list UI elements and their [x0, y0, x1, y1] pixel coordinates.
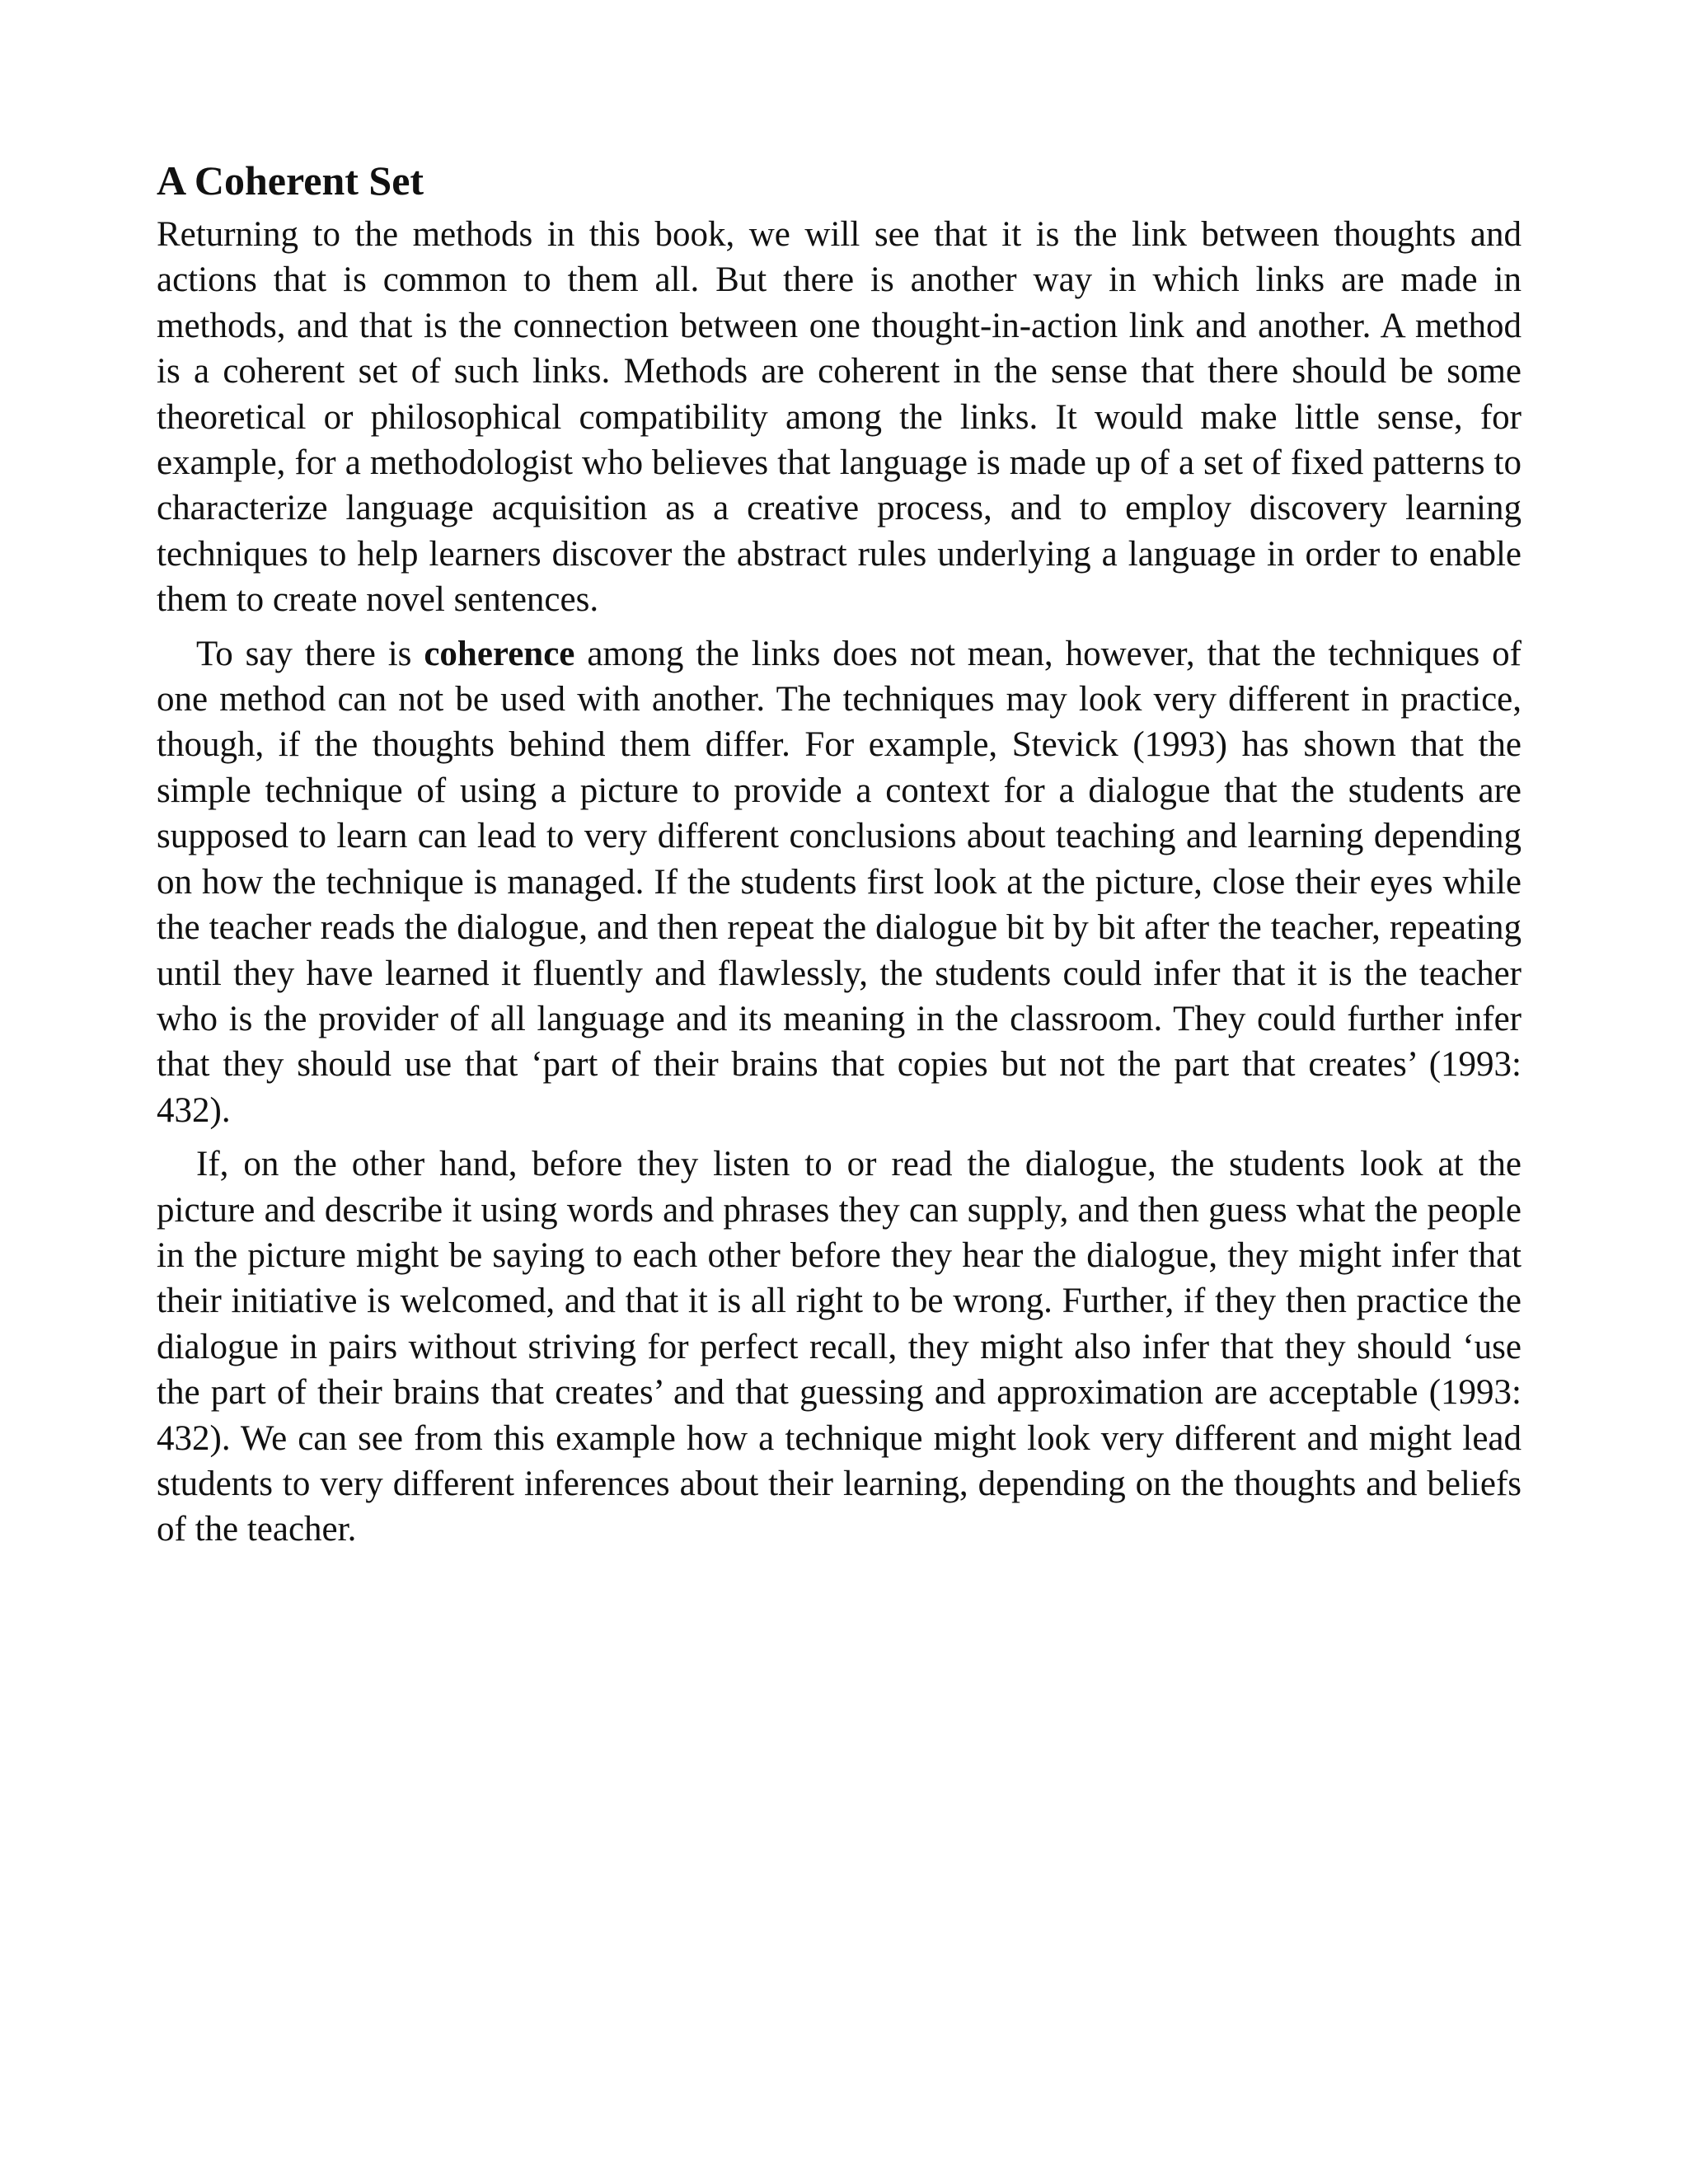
section-heading: A Coherent Set	[157, 157, 424, 204]
paragraph-2-rest: among the links does not mean, however, that the techniques of one method can not be used with another. The techniques may look very different in practice, though, if the thoughts behind them differ. For example, Stevick (1993) has shown that the simple technique of using a picture to provide a context for a dialogue that the students are supposed to learn can lead to very different conclusions about teaching and learning depending on how the technique is managed. If the students first look at the picture, close their eyes while the teacher reads the dialogue, and then repeat the dialogue bit by bit after the teacher, repeating until they have learned it fluently and flawlessly, the students could infer that it is the teacher who is the provider of all language and its meaning in the classroom. They could further infer that they should use that ‘part of their brains that copies but not the part that creates’ (1993: 432).	[157, 634, 1522, 1130]
paragraph-2	[157, 631, 1522, 1133]
bold-term-coherence: coherence	[424, 634, 575, 673]
paragraph-2-start: To say there is	[196, 634, 424, 673]
paragraph-3: If, on the other hand, before they listen to or read the dialogue, the students look at the picture and describe it using words and phrases they can supply, and then guess what the people in the picture might be saying to each other before they hear the dialogue, they might infer that their initiative is welcomed, and that it is all right to be wrong. Further, if they then practice the dialogue in pairs without striving for perfect recall, they might also infer that they should ‘use the part of their brains that creates’ and that guessing and approximation are acceptable (1993: 432). We can see from this example how a technique might look very different and might lead students to very different inferences about their learning, depending on the thoughts and beliefs of the teacher.	[157, 1145, 1522, 1549]
paragraph-1: Returning to the methods in this book, we will see that it is the link between thoughts and actions that is common to them all. But there is another way in which links are made in methods, and that is the connection between one thought-in-action link and another. A method is a coherent set of such links. Methods are coherent in the sense that there should be some theoretical or philosophical compatibility among the links. It would make little sense, for example, for a methodologist who believes that language is made up of a set of fixed patterns to characterize language acquisition as a creative process, and to employ discovery learning techniques to help learners discover the abstract rules underlying a language in order to enable them to create novel sentences.	[157, 215, 1522, 620]
page-content	[157, 152, 1522, 1561]
